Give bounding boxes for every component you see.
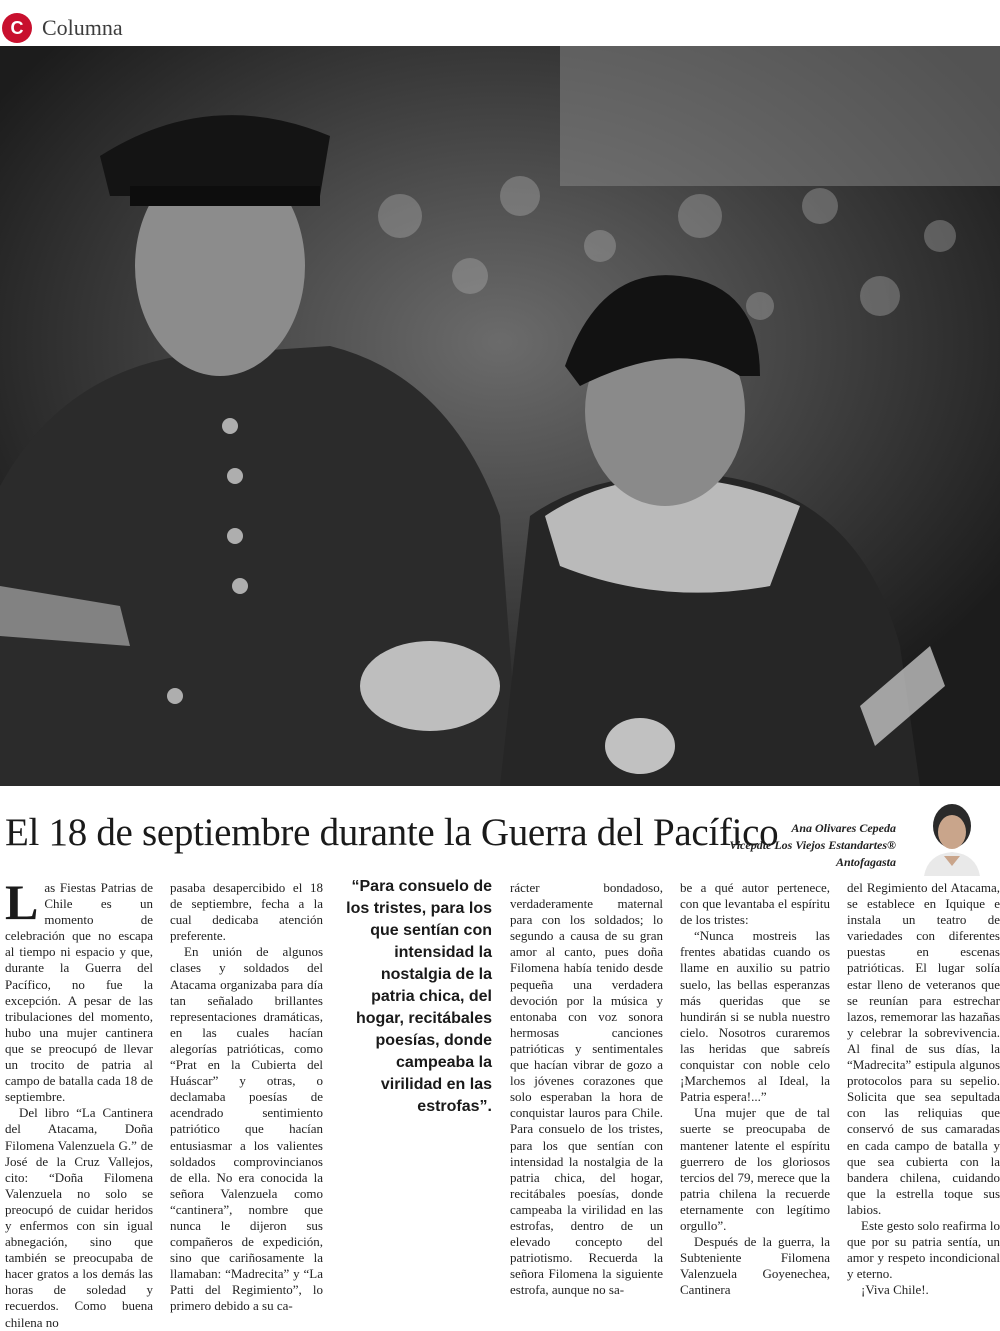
author-photo <box>920 796 984 876</box>
paragraph: Del libro “La Cantinera del Atacama, Doña Filomena Valenzuela G.” de José de la Cruz Vallejos, cito: “Doña Filomena Valenzuela no solo se preocupó de cuidar heridos y enfermos con sin igual abnegación, sino que también se preocupaba de hacer gratos a los demás las horas de soledad y recuerdos. Como buena chilena no <box>5 1105 153 1330</box>
section-badge-icon: C <box>2 13 32 43</box>
paragraph: Una mujer que de tal suerte se preocupaba de mantener latente el espíritu guerrero de los gloriosos tercios del 79, merece que la patria chilena la recuerde eternamente con legítimo orgullo”. <box>680 1105 830 1233</box>
paragraph: “Nunca mostreis las frentes abatidas cuando os llame en auxilio su patrio suelo, las bellas esperanzas más queridas que se hundirán si se nubla nuestro cielo. Nosotros curaremos las heridas que sabreís conquistar con noble celo ¡Marchemos al Ideal, la Patria espera!...” <box>680 928 830 1105</box>
paragraph: pasaba desapercibido el 18 de septiembre, fecha a la cual dedicaba atención preferente. <box>170 880 323 944</box>
body-column-1 <box>5 874 153 1331</box>
paragraph: del Regimiento del Atacama, se establece en Iquique e instala un teatro de variedades con diferentes puestas en escenas patrióticas. El lugar solía estar lleno de veteranos que se reunían para estrechar lazos, rememorar las hazañas y celebrar la sobrevivencia. Al final de sus días, la “Madrecita” estipula algunos protocolos para su sepelio. Solicita que sea sepultada con las reliquias que conservó de sus camaradas en cada campo de batalla y que sea cubierta con la bandera chilena, cuidando que la estrella toque sus labios. <box>847 880 1000 1217</box>
section-label: Columna <box>42 15 123 40</box>
paragraph: ¡Viva Chile!. <box>861 1282 929 1298</box>
author-city: Antofagasta <box>835 855 896 869</box>
paragraph: be a qué autor pertenece, con que levantaba el espíritu de los tristes: <box>680 880 830 928</box>
paragraph: Este gesto solo reafirma lo que por su patria sentía, un amor y respeto incondicional y eterno. <box>847 1217 1000 1282</box>
hero-photo <box>0 46 1000 786</box>
body-column-4 <box>510 880 663 1298</box>
author-name: Ana Olivares Cepeda <box>791 821 896 835</box>
section-header <box>2 12 123 44</box>
paragraph: Después de la guerra, la Subteniente Filomena Valenzuela Goyenechea, Cantinera <box>680 1234 830 1298</box>
paragraph: rácter bondadoso, verdaderamente maternal para con los soldados; lo segundo a causa de su gran amor al canto, pues doña Filomena había tenido desde pequeña una verdadera devoción por la música y entonaba con voz sonora hermosas canciones patrióticas y sentimentales que hacían vibrar de gozo a los jóvenes corazones que solo esperaban la hora de conquistar lauros para Chile. Para consuelo de los tristes, para los que sentían con intensidad la nostalgia de la patria chica, del hogar, recitábales poesías, donde campeaba la virilidad en las estrofas, dentro de un elevado concepto del patriotismo. Recuerda la señora Filomena la siguiente estrofa, aunque no sa- <box>510 880 663 1298</box>
paragraph: En unión de algunos clases y soldados del Atacama organizaba para día tan señalado brillantes representaciones dramáticas, en las cuales hacían alegorías patrióticas, como “Prat en la Cubierta del Huáscar” y otras, o declamaba poesías de acendrado sentimiento patriótico que hacían entusiasmar a los valientes soldados comprovincianos de ella. No era conocida la señora Valenzuela como “cantinera”, nombre que nunca le dijeron sus compañeros de expedición, sino que cariñosamente la llamaban: “Madrecita” y “La Patti del Regimiento”, lo primero debido a su ca- <box>170 944 323 1314</box>
body-column-2 <box>170 880 323 1315</box>
body-column-6 <box>847 880 1000 1298</box>
paragraph: Las Fiestas Patrias de Chile es un momento de celebración que no escapa al tiempo ni espacio y que, durante la Guerra del Pacífico, no fue la excepción. A pesar de las tribulaciones del momento, hubo una mujer cantinera que se preocupó de llevar un trocito de patria al campo de batalla cada 18 de septiembre. <box>5 874 153 1105</box>
pull-quote: “Para consuelo de los tristes, para los que sentían con intensidad la nostalgia de la patria chica, del hogar, recitábales poesías, donde campeaba la virilidad en las estrofas”. <box>346 878 492 1115</box>
byline <box>720 820 896 871</box>
headline: El 18 de septiembre durante la Guerra del Pacífico <box>5 811 779 854</box>
body-column-5 <box>680 880 830 1298</box>
author-role: Vicepdte Los Viejos Estandartes® <box>729 838 896 852</box>
drop-cap: L <box>5 874 39 930</box>
